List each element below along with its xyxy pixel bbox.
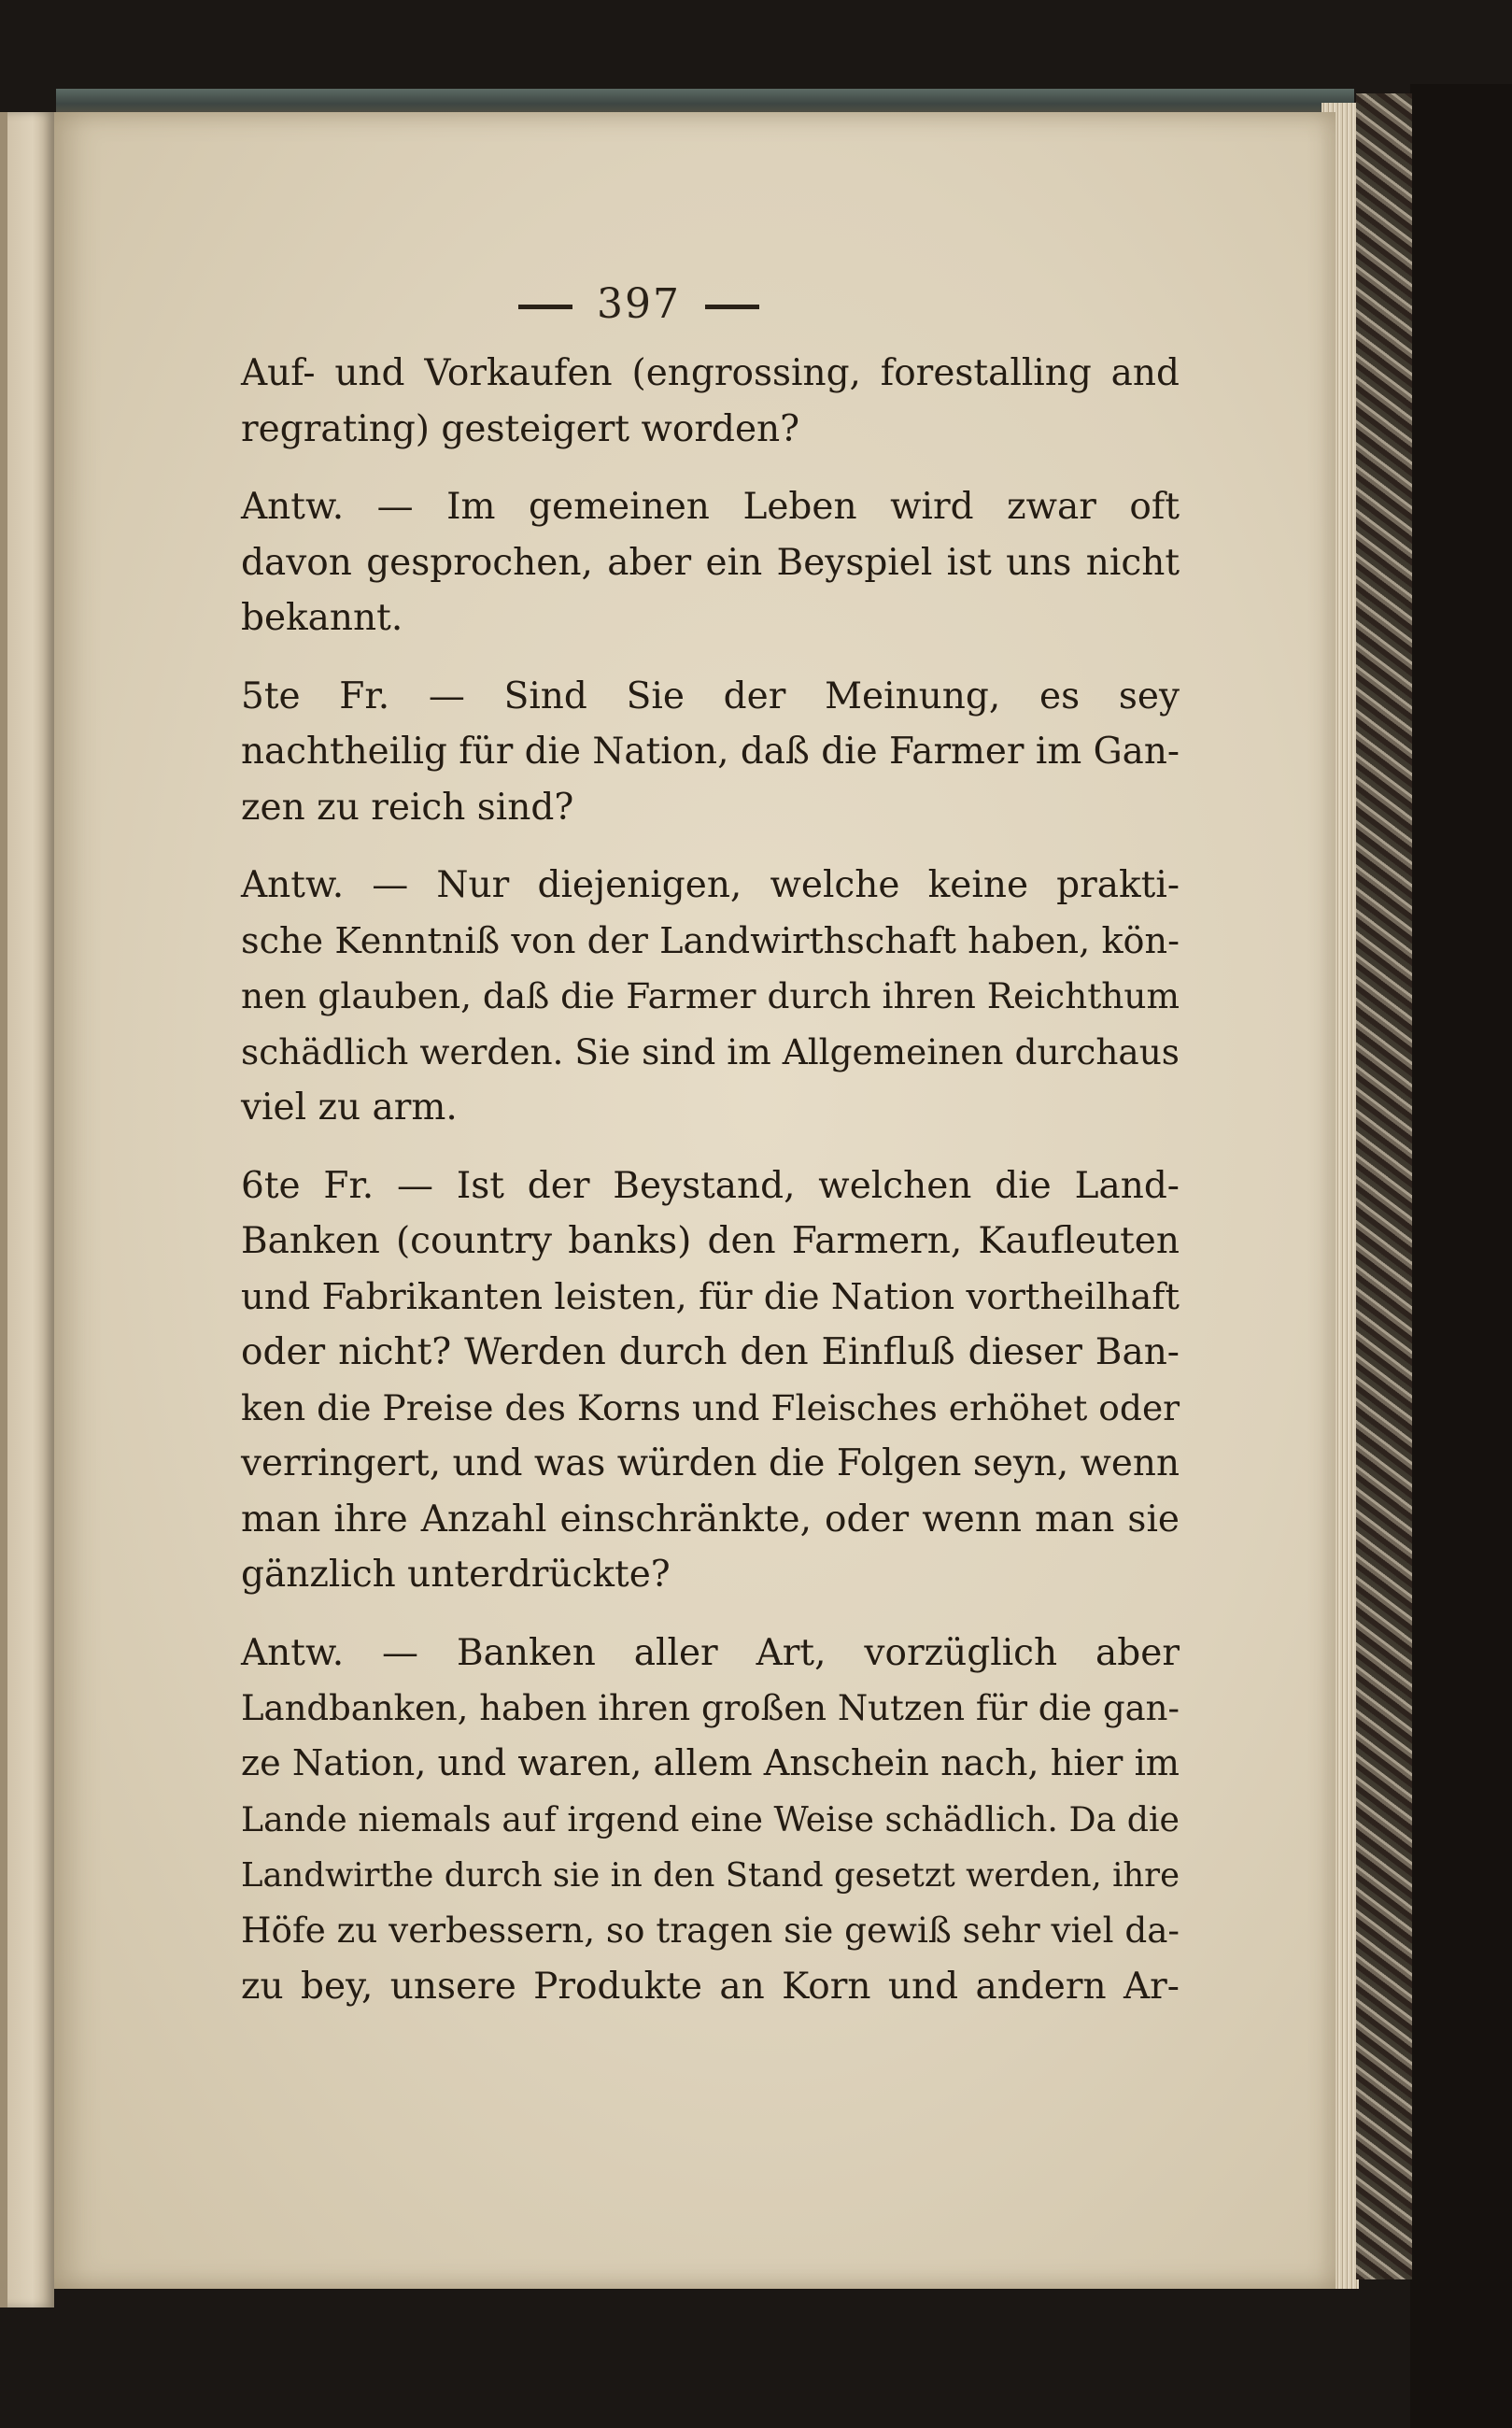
- text-line: oder nicht? Werden durch den Einfluß dieser Ban-: [241, 1331, 1180, 1373]
- paragraph: [241, 346, 1180, 457]
- paragraph: [241, 669, 1180, 836]
- header-dash-right: [705, 305, 759, 309]
- text-line: Antw. — Nur diejenigen, welche keine prakti-: [241, 864, 1180, 906]
- book-page: [54, 112, 1335, 2289]
- paragraph: [241, 858, 1180, 1136]
- page-number: 397: [597, 280, 681, 328]
- text-line: ze Nation, und waren, allem Anschein nach, hier im: [241, 1742, 1180, 1784]
- paragraph: [241, 1626, 1180, 2015]
- text-line: bekannt.: [241, 597, 403, 639]
- text-line: man ihre Anzahl einschränkte, oder wenn man sie: [241, 1498, 1180, 1541]
- text-line: nachtheilig für die Nation, daß die Farmer im Gan-: [241, 731, 1180, 773]
- text-line: 6te Fr. — Ist der Beystand, welchen die Land-: [241, 1164, 1180, 1207]
- text-line: schädlich werden. Sie sind im Allgemeinen durchaus: [241, 1030, 1180, 1072]
- text-line: Antw. — Banken aller Art, vorzüglich aber: [241, 1631, 1180, 1674]
- text-line: zen zu reich sind?: [241, 786, 574, 829]
- text-line: ken die Preise des Korns und Fleisches erhöhet oder: [241, 1386, 1180, 1428]
- text-line: und Fabrikanten leisten, für die Nation vortheilhaft: [241, 1275, 1180, 1318]
- text-line: davon gesprochen, aber ein Beyspiel ist uns nicht: [241, 541, 1180, 584]
- marbled-cover: [1356, 93, 1412, 2279]
- paragraph: [241, 479, 1180, 646]
- text-line: viel zu arm.: [241, 1086, 458, 1129]
- text-line: Banken (country banks) den Farmern, Kaufleuten: [241, 1220, 1180, 1262]
- text-line: Landwirthe durch sie in den Stand gesetzt werden, ihre: [241, 1855, 1180, 1895]
- page-header: [0, 280, 1279, 328]
- paragraph: [241, 1158, 1180, 1603]
- text-line: zu bey, unsere Produkte an Korn und andern Ar-: [241, 1965, 1180, 2008]
- previous-page-edge: [0, 112, 54, 2307]
- body-text: [241, 346, 1180, 2014]
- text-line: verringert, und was würden die Folgen seyn, wenn: [241, 1442, 1180, 1484]
- text-line: Landbanken, haben ihren großen Nutzen für die gan-: [241, 1688, 1180, 1728]
- text-line: sche Kenntniß von der Landwirthschaft haben, kön-: [241, 919, 1180, 961]
- text-line: Auf- und Vorkaufen (engrossing, forestalling and: [241, 352, 1180, 394]
- previous-page-fold: [0, 112, 7, 2307]
- text-line: regrating) gesteigert worden?: [241, 407, 800, 450]
- text-line: nen glauben, daß die Farmer durch ihren Reichthum: [241, 975, 1180, 1016]
- text-line: Antw. — Im gemeinen Leben wird zwar oft: [241, 486, 1180, 528]
- text-line: gänzlich unterdrückte?: [241, 1554, 671, 1596]
- background-shadow: [1410, 84, 1512, 2428]
- header-dash-left: [518, 305, 572, 309]
- text-line: Lande niemals auf irgend eine Weise schädlich. Da die: [241, 1799, 1180, 1839]
- text-line: 5te Fr. — Sind Sie der Meinung, es sey: [241, 674, 1180, 717]
- text-line: Höfe zu verbessern, so tragen sie gewiß sehr viel da-: [241, 1910, 1180, 1951]
